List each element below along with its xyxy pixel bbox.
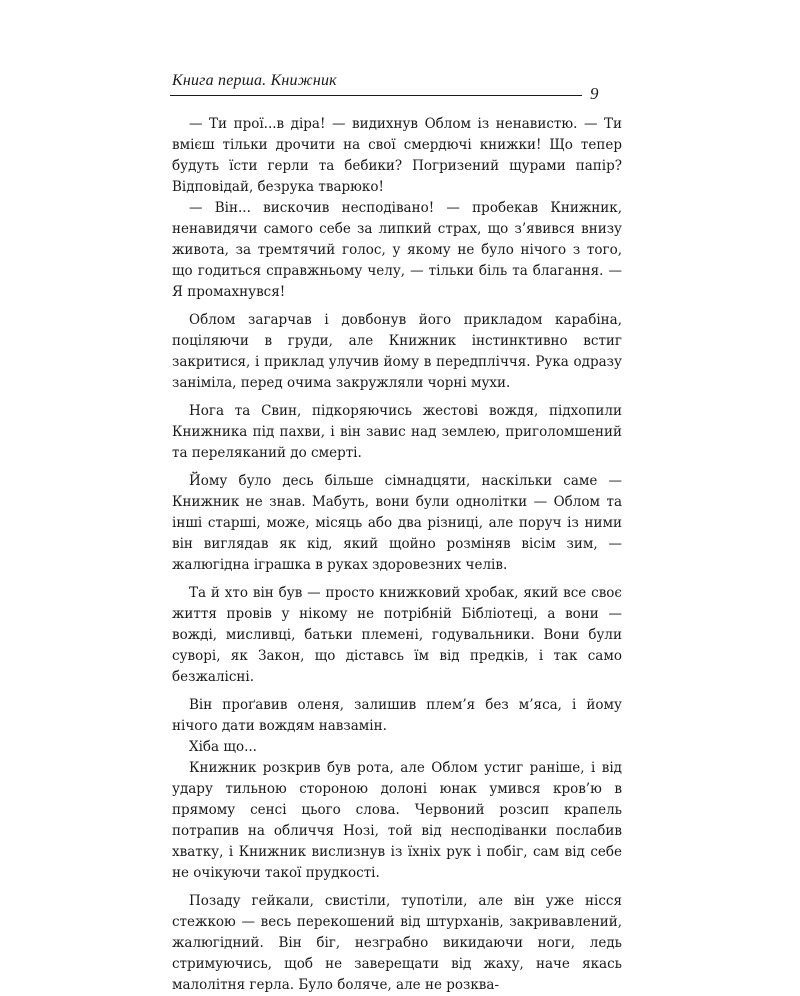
body-text: [172, 114, 622, 996]
paragraph-4: Нога та Свин, підкоряючись жестові вождя, підхопили Книжника під пахви, і він завис над землею, приголомшений та переляканий до смерті.: [172, 403, 622, 461]
paragraph-5: Йому було десь більше сімнадцяти, наскільки саме — Книжник не знав. Мабуть, вони були однолітки — Облом та інші старші, може, місяць або два різниці, але поруч із ними він виглядав як кід, який щойно розміняв вісім зим, — жалюгідна іграшка в руках здоровезних челів.: [172, 473, 622, 573]
paragraph-8: Хіба що...: [189, 739, 257, 755]
header-rule: [170, 95, 582, 96]
paragraph-7: Він проґавив оленя, залишив плем’я без м’яса, і йому нічого дати вождям навзамін.: [172, 697, 622, 734]
running-head: Книга перша. Книжник: [172, 72, 337, 89]
paragraph-6: Та й хто він був — просто книжковий хробак, який все своє життя провів у нікому не потрібній Бібліотеці, а вони — вожді, мисливці, батьки племені, годувальники. Вони були суворі, як Закон, що діставсь їм від предків, і так само безжалісні.: [172, 585, 622, 685]
paragraph-9: Книжник розкрив був рота, але Облом устиг раніше, і від удару тильною стороною долоні юнак умився кров’ю в прямому сенсі цього слова. Червоний розсип крапель потрапив на обличчя Нозі, той від несподіванки послабив хватку, і Книжник вислизнув із їхніх рук і побіг, сам від себе не очікуючи такої прудкості.: [172, 760, 622, 881]
paragraph-2: — Він... вискочив несподівано! — пробекав Книжник, ненавидячи самого себе за липкий страх, що з’явився внизу живота, за тремтячий голос, у якому не було нічого з того, що годиться справжньому челу, — тільки біль та благання. — Я промахнувся!: [172, 200, 622, 300]
paragraph-10: Позаду гейкали, свистіли, тупотіли, але він уже нісся стежкою — весь перекошений від штурханів, закривавлений, жалюгідний. Він біг, незграбно викидаючи ноги, ледь стримуючись, щоб не заверещати від жаху, наче якась малолітня герла. Було боляче, але не розква-: [172, 893, 622, 993]
page-number: 9: [590, 84, 599, 103]
paragraph-1: — Ти прої...в діра! — видихнув Облом із ненавистю. — Ти вмієш тільки дрочити на свої смердючі книжки! Що тепер будуть їсти герли та бебики? Погризений щурами папір? Відповідай, безрука тварюко!: [172, 116, 622, 195]
paragraph-3: Облом загарчав і довбонув його прикладом карабіна, поціляючи в груди, але Книжник інстинктивно встиг закритися, і приклад улучив йому в передпліччя. Рука одразу заніміла, перед очима закружляли чорні мухи.: [172, 312, 622, 391]
